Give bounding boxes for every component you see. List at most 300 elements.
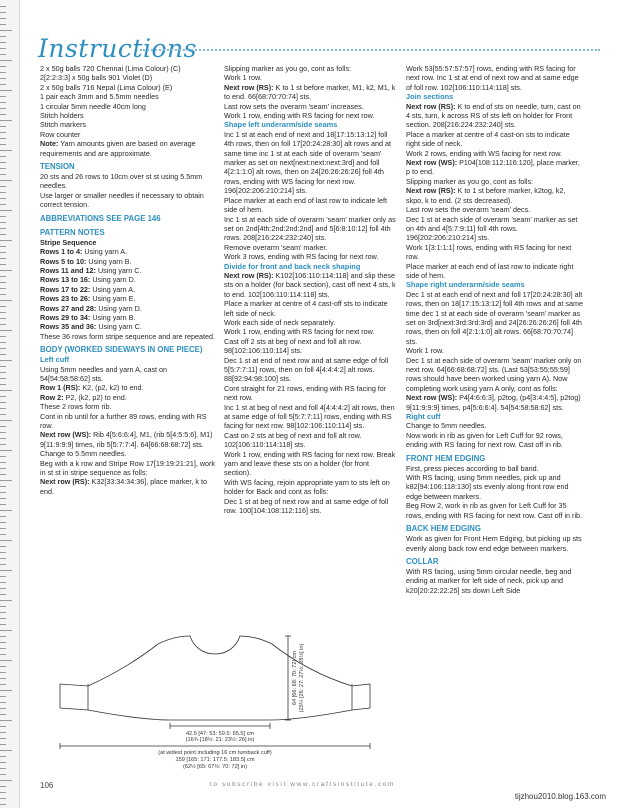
ruler-tick <box>0 720 12 721</box>
major-heading: FRONT HEM EDGING <box>406 453 486 463</box>
stripe-yarn-text: Using yarn A. <box>84 247 128 257</box>
ruler-tick <box>0 234 6 235</box>
stripe-rows-label: Rows 11 and 12: <box>40 265 96 275</box>
instruction-text: Place a marker at centre of 4 cast-on sts to indicate right side of neck. <box>406 129 570 149</box>
instruction-line <box>406 102 584 130</box>
instruction-line <box>406 243 584 262</box>
ruler-tick <box>0 714 6 715</box>
ruler-tick <box>0 144 6 145</box>
instruction-text: Change to 5mm needles. <box>406 421 487 431</box>
stripe-rows-label: Rows 5 to 10: <box>40 256 87 266</box>
instruction-text: Dec 1 st at each end of next and foll 17[20:24:28:30] alt rows, then on 18[17:15:13:12] foll 4th rows and at same time dec 1 st at each side of overarm 'seam' marker as set on 3rd[next:3rd:3rd:3rd] and 24[26:26:26:26] foll 4th rows, then on foll 4[2:1:1:0] alt rows. 66[68:70:70:74] sts. <box>406 289 584 346</box>
section-heading: Divide for front and back neck shaping <box>224 261 361 271</box>
instruction-text: Place marker at each end of last row to indicate right side of hem. <box>406 261 574 280</box>
ruler-tick <box>0 498 6 499</box>
instruction-line <box>406 356 584 394</box>
instruction-text: Work 1 row. <box>224 73 262 83</box>
widest-label-3: (62½ [65: 67½: 70: 72] in) <box>182 764 248 770</box>
instruction-text: Place marker at each end of last row to indicate left side of hem. <box>224 195 387 215</box>
abbreviations-heading: ABBREVIATIONS SEE PAGE 146 <box>40 213 161 223</box>
major-heading: COLLAR <box>406 556 439 566</box>
instruction-text: K to 1 st before marker, M1, k2, M1, k to end. 66[68:70:70:74] sts. <box>224 82 396 102</box>
ruler-tick <box>0 222 6 223</box>
stripe-note: These 36 rows form stripe sequence and are repeated. <box>40 331 215 341</box>
widest-label-1: (at widest point including 16 cm turnback cuff) <box>158 750 272 756</box>
stripe-row <box>40 285 215 294</box>
ruler-tick <box>0 162 6 163</box>
instruction-line <box>224 403 398 431</box>
instruction-line <box>224 356 398 384</box>
column-2 <box>224 64 398 516</box>
instruction-text: With RS facing, using 5mm circular needle, beg and ending at marker for left side of neck, pick up and k20[20:22:22:25] sts down Left Side <box>406 566 572 595</box>
instruction-line <box>224 431 398 450</box>
instruction-text: K32[33:34:34:36], place marker, k to end. <box>40 477 208 496</box>
ruler-tick <box>0 372 6 373</box>
note <box>40 139 215 158</box>
instruction-line <box>224 337 398 356</box>
ruler-tick <box>0 558 6 559</box>
ruler-tick <box>0 402 6 403</box>
ruler-tick <box>0 438 6 439</box>
ruler-tick <box>0 492 6 493</box>
body-heading: BODY (WORKED SIDEWAYS IN ONE PIECE) <box>40 345 203 355</box>
instruction-text: Beg Row 2, work in rib as given for Left Cuff for 35 rows, ending with RS facing for next row. Cast off in rib. <box>406 501 583 520</box>
instruction-line <box>40 477 215 496</box>
ruler-tick <box>0 786 6 787</box>
instruction-line <box>406 534 584 553</box>
ruler-tick <box>0 690 12 691</box>
ruler-tick <box>0 540 12 541</box>
ruler-tick <box>0 168 6 169</box>
instruction-text: Cont in rib until for a further 89 rows, ending with RS row. <box>40 411 207 430</box>
instruction-text: Dec 1 st at each side of overarm 'seam' marker as set on 4th and 4[5:7:9:11] foll 4th rows. 196[202:206:210:214] sts. <box>406 214 578 243</box>
instruction-text: Work each side of neck separately. <box>224 317 336 327</box>
instruction-line <box>224 243 398 252</box>
ruler-tick <box>0 678 6 679</box>
stripe-row <box>40 257 215 266</box>
ruler-tick <box>0 354 6 355</box>
ruler-tick <box>0 156 6 157</box>
instruction-text: Work as given for Front Hem Edging, but picking up sts evenly along back row end edge between markers. <box>406 534 582 553</box>
ruler-tick <box>0 456 6 457</box>
instruction-text: Work 1[3:1:1:1] rows, ending with RS facing for next row. <box>406 242 572 262</box>
ruler-tick <box>0 330 12 331</box>
instruction-line <box>224 196 398 215</box>
column-1 <box>40 64 215 496</box>
ruler-tick <box>0 444 6 445</box>
instruction-line <box>224 327 398 336</box>
ruler-tick <box>0 54 6 55</box>
instruction-label: Next row (RS): <box>40 477 90 487</box>
section-heading: Right cuff <box>406 412 441 422</box>
height-label-2: (25¼ [26: 27: 27½: 28½] in) <box>299 643 305 713</box>
material-item: Stitch markers <box>40 120 86 130</box>
schematic-outline <box>60 636 370 720</box>
instruction-line <box>406 421 584 430</box>
ruler-tick <box>0 798 6 799</box>
material-item: 1 circular 5mm needle 40cm long <box>40 101 146 111</box>
instruction-line <box>40 430 215 449</box>
ruler-tick <box>0 90 12 91</box>
instruction-line <box>406 215 584 243</box>
ruler-tick <box>0 510 12 511</box>
ruler-tick <box>0 276 6 277</box>
instruction-line <box>40 412 215 431</box>
instruction-label: Next row (RS): <box>224 82 274 92</box>
instruction-line <box>406 205 584 214</box>
instruction-line <box>224 384 398 403</box>
ruler-tick <box>0 318 6 319</box>
material-item: Stitch holders <box>40 111 84 121</box>
stripe-yarn-text: Using yarn D. <box>98 303 142 313</box>
ruler-tick <box>0 606 6 607</box>
ruler-tick <box>0 660 12 661</box>
ruler-tick <box>0 132 6 133</box>
stripe-rows-label: Rows 35 and 36: <box>40 322 97 332</box>
instruction-line <box>406 130 584 149</box>
ruler-tick <box>0 744 6 745</box>
instruction-line <box>40 402 215 411</box>
height-label-1: 64 [66: 68: 70: 72] cm <box>292 650 298 706</box>
instruction-line <box>224 102 398 111</box>
instruction-text: Last row sets the overarm 'seam' decs. <box>406 205 531 215</box>
width-label-2: (16¾ [18½: 21: 23½: 26] in) <box>185 737 255 743</box>
instruction-text: Cast off 2 sts at beg of next and foll alt row. 98[102:106:110:114] sts. <box>224 336 362 356</box>
material-item: 2[2:2:3:3] x 50g balls 901 Violet (D) <box>40 73 153 83</box>
ruler-tick <box>0 462 6 463</box>
ruler-tick <box>0 360 12 361</box>
ruler-tick <box>0 342 6 343</box>
ruler-tick <box>0 624 6 625</box>
stripe-yarn-text: Using yarn B. <box>92 312 136 322</box>
ruler-tick <box>0 120 12 121</box>
ruler-tick <box>0 564 6 565</box>
ruler-tick <box>0 708 6 709</box>
stripe-row <box>40 247 215 256</box>
instruction-line <box>406 186 584 205</box>
ruler-tick <box>0 228 6 229</box>
ruler-tick <box>0 24 6 25</box>
note-text: Yarn amounts given are based on average requirements and are approximate. <box>40 139 196 158</box>
subscribe-link[interactable]: to subscribe visit www.craftsinstitute.com <box>210 781 395 788</box>
ruler-tick <box>0 84 6 85</box>
stripe-yarn-text: Using yarn B. <box>88 256 132 266</box>
instruction-text: Slipping marker as you go, cont as folls: <box>406 176 534 186</box>
instruction-line <box>406 290 584 346</box>
ruler-tick <box>0 528 6 529</box>
ruler-tick <box>0 468 6 469</box>
page-title: Instructions <box>38 34 197 63</box>
instruction-text: Remove overarm 'seam' marker. <box>224 242 328 252</box>
instruction-text: Inc 1 st at each side of overarm 'seam' marker only as set on 2nd[4th:2nd:2nd:2nd] and 5[6:8:10:12] foll 4th rows. 208[216:224:232:240] sts. <box>224 214 396 243</box>
ruler-tick <box>0 42 6 43</box>
instruction-text: Dec 1 st at each side of overarm 'seam' marker only on next row. 64[66:68:68:72] sts. (Last 53[53:55:55:59] rows should have been worked using yarn A). Now completing work using yarn A only, cont as folls: <box>406 355 582 393</box>
material-item: 2 x 50g balls 716 Nepal (Lima Colour) (E) <box>40 82 173 92</box>
stripe-row <box>40 304 215 313</box>
ruler-tick <box>0 300 12 301</box>
instruction-line <box>224 64 398 73</box>
ruler-tick <box>0 504 6 505</box>
instruction-line <box>406 431 584 450</box>
watermark: tijzhou2010.blog.163.com <box>514 792 606 801</box>
instruction-text: K to 1 st before marker, k2tog, k2, skpo, k to end. (2 sts decreased). <box>406 186 566 205</box>
stripe-row <box>40 266 215 275</box>
ruler-tick <box>0 636 6 637</box>
stripe-row <box>40 294 215 303</box>
ruler-tick <box>0 384 6 385</box>
ruler-tick <box>0 114 6 115</box>
ruler-tick <box>0 294 6 295</box>
instruction-line <box>406 346 584 355</box>
ruler-tick <box>0 450 12 451</box>
ruler-tick <box>0 348 6 349</box>
instruction-text: K102[106:110:114:118] and slip these sts on a holder (for back section), cast off next 4 sts, k to end. 102[106:110:114:118] sts. <box>224 270 396 299</box>
ruler-tick <box>0 180 12 181</box>
instruction-text: Inc 1 st at each end of next and 18[17:15:13:12] foll 4th rows, then on foll 17[20:24:28:30] alt rows and at same time inc 1 st at each side of overarm 'seam' marker as set on next[next:next:next:3rd] and foll 4[2:1:1:0] alt rows, then on 24[26:26:26:26] foll 4th rows, ending with WS facing for next row. 196[202:206:210:214] sts. <box>224 129 392 196</box>
tension-text-2: Use larger or smaller needles if necessary to obtain correct tension. <box>40 190 204 210</box>
instruction-text: Work 53[55:57:57:57] rows, ending with RS facing for next row. Inc 1 st at end of next row and at same edge of foll row. 102[106:110:114:118] sts. <box>406 64 579 92</box>
ruler-tick <box>0 576 6 577</box>
instruction-line <box>406 567 584 595</box>
materials-list <box>40 64 215 139</box>
ruler-tick <box>0 630 12 631</box>
ruler-tick <box>0 420 12 421</box>
instruction-text: Work 1 row, ending with RS facing for next row. Break yarn and leave these sts on a holder (for front section). <box>224 449 396 478</box>
instruction-text: P4[4:6:6:3], p2tog, (p4[3:4:4:5], p2tog) 9[11:9:9:9] times, p4[5:6:6:4]. 54[54:58:58:62] sts. <box>406 393 581 412</box>
ruler-tick <box>0 654 6 655</box>
ruler-tick <box>0 408 6 409</box>
widest-label-2: 159 [165: 171: 177.5: 183.5] cm <box>175 757 255 763</box>
instruction-label: Next row (WS): <box>406 393 458 403</box>
instruction-text: Cast on 2 sts at beg of next and foll alt row. 102[106:110:114:118] sts. <box>224 430 362 450</box>
instruction-text: These 2 rows form rib. <box>40 402 112 412</box>
major-heading: BACK HEM EDGING <box>406 524 481 534</box>
left-cuff-instructions <box>40 365 215 497</box>
ruler-tick <box>0 552 6 553</box>
ruler-tick <box>0 12 6 13</box>
garment-schematic <box>40 596 390 774</box>
instruction-line <box>224 73 398 82</box>
ruler-tick <box>0 396 6 397</box>
ruler-tick <box>0 312 6 313</box>
instruction-text: Using 5mm needles and yarn A, cast on 54[54:58:58:62] sts. <box>40 364 168 383</box>
stripe-rows-label: Rows 13 to 16: <box>40 275 91 285</box>
instruction-text: Now work in rib as given for Left Cuff for 92 rows, ending with RS facing for next row. Cast off in rib. <box>406 430 563 450</box>
instruction-text: Work 1 row, ending with RS facing for next row. <box>224 111 375 121</box>
instruction-line <box>40 383 215 392</box>
instruction-text: Work 1 row, ending with RS facing for next row. <box>224 327 375 337</box>
ruler-tick <box>0 738 6 739</box>
ruler-tick <box>0 324 6 325</box>
ruler-tick <box>0 588 6 589</box>
instruction-line <box>224 497 398 516</box>
ruler-tick <box>0 264 6 265</box>
instruction-text: Slipping marker as you go, cont as folls: <box>224 64 352 73</box>
ruler-tick <box>0 774 6 775</box>
instruction-text: With WS facing, rejoin appropriate yarn to sts left on holder for Back and cont as folls: <box>224 477 390 497</box>
page-number: 106 <box>40 781 54 790</box>
stripe-row <box>40 313 215 322</box>
stripe-rows-label: Rows 17 to 22: <box>40 284 91 294</box>
ruler-tick <box>0 60 12 61</box>
instruction-line <box>406 64 584 92</box>
stripe-yarn-text: Using yarn D. <box>92 275 136 285</box>
ruler-tick <box>0 240 12 241</box>
ruler-tick <box>0 618 6 619</box>
ruler-tick <box>0 204 6 205</box>
instruction-line <box>406 464 584 473</box>
ruler-tick <box>0 666 6 667</box>
ruler-tick <box>0 108 6 109</box>
pattern-notes-heading: PATTERN NOTES <box>40 227 105 237</box>
ruler-tick <box>0 762 6 763</box>
instruction-text: Cont straight for 21 rows, ending with RS facing for next row. <box>224 383 387 403</box>
instruction-text: Place a marker at centre of 4 cast-off sts to indicate left side of neck. <box>224 299 388 318</box>
stripe-yarn-text: Using yarn E. <box>92 294 136 304</box>
stripe-row <box>40 275 215 284</box>
ruler-tick <box>0 306 6 307</box>
instruction-label: Row 1 (RS): <box>40 383 81 393</box>
instruction-line <box>224 299 398 318</box>
instruction-text: Work 3 rows, ending with RS facing for next row. <box>224 252 379 262</box>
ruler-tick <box>0 600 12 601</box>
instruction-line <box>224 478 398 497</box>
ruler-tick <box>0 378 6 379</box>
instruction-line <box>406 262 584 281</box>
ruler-tick <box>0 426 6 427</box>
instruction-text: Dec 1 st at beg of next row and at same edge of foll row. 100[104:108:112:116] sts. <box>224 496 389 516</box>
ruler-tick <box>0 30 12 31</box>
instruction-text: P2, (k2, p2) to end. <box>65 392 127 402</box>
ruler-tick <box>0 750 12 751</box>
left-cuff-heading: Left cuff <box>40 355 70 365</box>
note-label: Note: <box>40 139 59 149</box>
instruction-label: Next row (RS): <box>224 270 274 280</box>
ruler-tick <box>0 174 6 175</box>
stripe-rows-label: Rows 23 to 26: <box>40 294 91 304</box>
instruction-text: P104[108:112:116:120], place marker, p to end. <box>406 158 580 177</box>
instruction-line <box>224 215 398 243</box>
ruler-tick <box>0 474 6 475</box>
ruler-tick <box>0 642 6 643</box>
instruction-line <box>406 473 584 501</box>
instruction-text: Rib 4[5:6:6:4], M1, (rib 5[4:5:5:6], M1) 9[11:9:9:9] times, rib 5[5:7:7:4]. 64[66:68:68:72] sts. <box>40 430 213 449</box>
stripe-row <box>40 322 215 331</box>
instruction-text: Inc 1 st at beg of next and foll 4[4:4:4:2] alt rows, then at same edge of foll 5[5:7:7:11] rows, ending with RS facing for next row. 98[102:106:110:114] sts. <box>224 402 395 431</box>
instruction-label: Row 2: <box>40 392 64 402</box>
ruler-tick <box>0 252 6 253</box>
ruler-tick <box>0 672 6 673</box>
ruler-tick <box>0 198 6 199</box>
ruler-tick <box>0 96 6 97</box>
ruler-tick <box>0 18 6 19</box>
stripe-yarn-text: Using yarn C. <box>98 322 142 332</box>
ruler-tick <box>0 732 6 733</box>
instruction-line <box>406 177 584 186</box>
instruction-text: Dec 1 st at end of next row and at same edge of foll 5[5:7:7:11] rows, then on foll 4[4:4:4:2] alt rows. 88[92:94:98:100] sts. <box>224 355 389 384</box>
ruler-tick <box>0 192 6 193</box>
instruction-text: K to end of sts on needle, turn, cast on 4 sts, turn, k across RS of sts left on holder for Front section. 208[216:224:232:240] sts. <box>406 101 581 130</box>
ruler-tick <box>0 246 6 247</box>
instruction-line <box>224 83 398 102</box>
stripe-list <box>40 247 215 332</box>
ruler-tick <box>0 432 6 433</box>
instruction-text: With RS facing, using 5mm needles, pick up and k82[94:106:118:130] sts evenly along front row end edge between markers. <box>406 473 569 501</box>
stripe-sequence-heading: Stripe Sequence <box>40 237 97 247</box>
ruler-tick <box>0 216 6 217</box>
instruction-line <box>40 393 215 402</box>
instruction-label: Next row (WS): <box>406 158 458 168</box>
ruler-tick <box>0 78 6 79</box>
ruler-tick <box>0 756 6 757</box>
material-item: Row counter <box>40 129 81 139</box>
instruction-line <box>406 149 584 158</box>
ruler-tick <box>0 570 12 571</box>
instruction-line <box>40 449 215 458</box>
ruler-tick <box>0 258 6 259</box>
section-heading: Shape left underarm/side seams <box>224 120 338 130</box>
instruction-line <box>406 158 584 177</box>
ruler-tick <box>0 336 6 337</box>
ruler-tick <box>0 486 6 487</box>
ruler-tick <box>0 768 6 769</box>
ruler-tick <box>0 126 6 127</box>
instruction-line <box>40 459 215 478</box>
instruction-text: Change to 5.5mm needles. <box>40 449 127 459</box>
instruction-text: Work 2 rows, ending with WS facing for next row. <box>406 148 563 158</box>
instruction-text: Work 1 row. <box>406 346 444 356</box>
instruction-text: K2, (p2, k2) to end. <box>82 383 144 393</box>
ruler-tick <box>0 594 6 595</box>
instruction-text: First, press pieces according to ball band. <box>406 463 539 473</box>
instruction-line <box>224 318 398 327</box>
instruction-line <box>406 501 584 520</box>
instruction-line <box>224 111 398 120</box>
ruler-tick <box>0 72 6 73</box>
ruler-tick <box>0 210 12 211</box>
title-divider <box>140 49 600 51</box>
ruler-tick <box>0 102 6 103</box>
instruction-line <box>40 365 215 384</box>
ruler-tick <box>0 780 12 781</box>
ruler-tick <box>0 282 6 283</box>
instruction-line <box>224 271 398 299</box>
ruler-tick <box>0 792 6 793</box>
instruction-label: Next row (RS): <box>406 101 456 111</box>
ruler-tick <box>0 612 6 613</box>
material-item: 1 pair each 3mm and 5.5mm needles <box>40 92 159 102</box>
instruction-line <box>224 130 398 196</box>
ruler-tick <box>0 150 12 151</box>
ruler-tick <box>0 648 6 649</box>
section-heading: Join sections <box>406 92 454 102</box>
ruler-tick <box>0 534 6 535</box>
material-item: 2 x 50g balls 720 Chennai (Lima Colour) (C) <box>40 64 181 73</box>
ruler-tick <box>0 516 6 517</box>
ruler-tick <box>0 66 6 67</box>
ruler-tick <box>0 414 6 415</box>
stripe-rows-label: Rows 29 to 34: <box>40 312 91 322</box>
ruler-tick <box>0 522 6 523</box>
stripe-yarn-text: Using yarn C. <box>97 265 142 275</box>
width-label-1: 42.5 [47: 53: 59.5: 65.5] cm <box>185 731 255 737</box>
stripe-yarn-text: Using yarn A. <box>92 284 136 294</box>
ruler-tick <box>0 804 6 805</box>
ruler-tick <box>0 36 6 37</box>
ruler-tick <box>0 138 6 139</box>
ruler-tick <box>0 186 6 187</box>
section-heading: Shape right underarm/side seams <box>406 280 525 290</box>
